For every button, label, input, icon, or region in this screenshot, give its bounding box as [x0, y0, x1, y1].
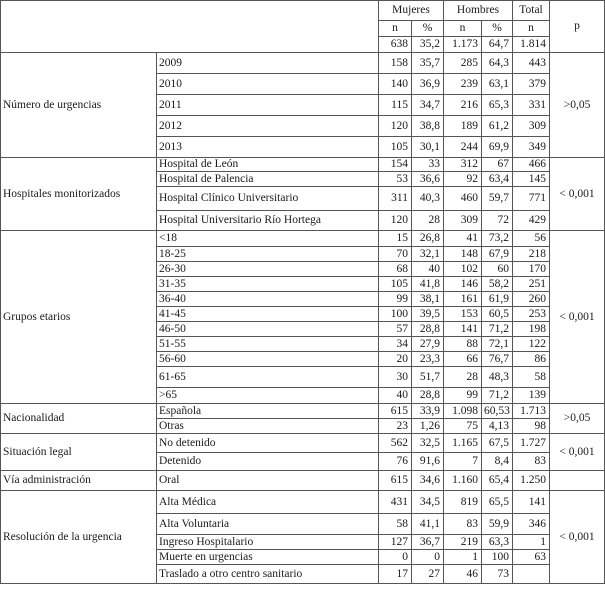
cell-n-hombres: 285	[444, 53, 482, 74]
cell-n-total: 429	[513, 211, 550, 231]
row-label: Hospital de León	[157, 158, 379, 172]
cell-n-hombres: 102	[444, 262, 482, 277]
group-label: Grupos etarios	[1, 231, 157, 404]
cell-pct-mujeres: 38,8	[412, 116, 444, 137]
cell-n-total: 251	[513, 277, 550, 292]
cell-pct-mujeres: 28,8	[412, 388, 444, 404]
cell-n-total: 260	[513, 292, 550, 307]
cell-pct-hombres: 59,7	[482, 187, 513, 211]
group-label: Número de urgencias	[1, 53, 157, 158]
table-row	[1, 231, 605, 247]
cell-n-mujeres: 562	[379, 434, 412, 453]
cell-n-total: 63	[513, 550, 550, 565]
cell-pct-mujeres: 34,7	[412, 95, 444, 116]
row-label: Española	[157, 404, 379, 419]
cell-n-mujeres: 120	[379, 211, 412, 231]
table-row	[1, 491, 605, 514]
row-label: Hospital Universitario Río Hortega	[157, 211, 379, 231]
cell-pct-hombres: 48,3	[482, 367, 513, 388]
row-label: Hospital Clínico Universitario	[157, 187, 379, 211]
cell-n-hombres: 460	[444, 187, 482, 211]
cell-pct-mujeres: 36,7	[412, 535, 444, 550]
cell-pct-mujeres: 41,1	[412, 514, 444, 535]
row-label: Otras	[157, 419, 379, 434]
group-label: Vía administración	[1, 471, 157, 491]
cell-n-total: 443	[513, 53, 550, 74]
cell-n-total: 1	[513, 535, 550, 550]
cell-pct-hombres: 63,4	[482, 172, 513, 187]
cell-pct-mujeres: 38,1	[412, 292, 444, 307]
cell-n-mujeres: 30	[379, 367, 412, 388]
cell-n-hombres: 819	[444, 491, 482, 514]
cell-n-total: 170	[513, 262, 550, 277]
cell-pct-hombres: 60,53	[482, 404, 513, 419]
table-header	[1, 1, 605, 53]
cell-pct-hombres: 4,13	[482, 419, 513, 434]
cell-pct-hombres: 60	[482, 262, 513, 277]
cell-pct-mujeres: 23,3	[412, 352, 444, 367]
cell-n-hombres: 189	[444, 116, 482, 137]
cell-pct-hombres: 67,5	[482, 434, 513, 453]
cell-n-hombres: 66	[444, 352, 482, 367]
cell-pct-hombres: 63,1	[482, 74, 513, 95]
header-pct-mujeres: %	[412, 21, 444, 37]
cell-pct-hombres: 65,3	[482, 95, 513, 116]
table-row	[1, 434, 605, 453]
cell-n-total: 1.727	[513, 434, 550, 453]
group-label: Nacionalidad	[1, 404, 157, 434]
cell-n-hombres: 46	[444, 565, 482, 584]
cell-pct-hombres: 73	[482, 565, 513, 584]
row-label: 18-25	[157, 247, 379, 262]
cell-pct-hombres: 72	[482, 211, 513, 231]
header-p: p	[550, 1, 605, 53]
cell-pct-hombres: 61,9	[482, 292, 513, 307]
row-label: 2009	[157, 53, 379, 74]
row-label: 51-55	[157, 337, 379, 352]
cell-n-mujeres: 158	[379, 53, 412, 74]
cell-pct-hombres: 100	[482, 550, 513, 565]
cell-pct-hombres: 67,9	[482, 247, 513, 262]
header-total: Total	[513, 1, 550, 21]
cell-n-hombres: 312	[444, 158, 482, 172]
row-label: No detenido	[157, 434, 379, 453]
row-label: Alta Médica	[157, 491, 379, 514]
table-row	[1, 471, 605, 491]
cell-pct-mujeres: 36,9	[412, 74, 444, 95]
header-n-hombres: n	[444, 21, 482, 37]
header-n-total: n	[513, 21, 550, 37]
cell-pct-mujeres: 39,5	[412, 307, 444, 322]
cell-pct-hombres: 69,9	[482, 137, 513, 158]
cell-n-hombres: 216	[444, 95, 482, 116]
cell-pct-mujeres: 32,5	[412, 434, 444, 453]
cell-n-total: 122	[513, 337, 550, 352]
cell-n-total: 141	[513, 491, 550, 514]
cell-n-total: 466	[513, 158, 550, 172]
cell-n-mujeres: 100	[379, 307, 412, 322]
cell-pct-hombres: 73,2	[482, 231, 513, 247]
cell-n-hombres: 1	[444, 550, 482, 565]
cell-n-hombres: 41	[444, 231, 482, 247]
row-label: Hospital de Palencia	[157, 172, 379, 187]
cell-n-mujeres: 34	[379, 337, 412, 352]
row-label: Ingreso Hospitalario	[157, 535, 379, 550]
cell-n-total: 198	[513, 322, 550, 337]
cell-n-mujeres: 15	[379, 231, 412, 247]
cell-n-mujeres: 615	[379, 404, 412, 419]
cell-pct-mujeres: 27	[412, 565, 444, 584]
row-label: <18	[157, 231, 379, 247]
row-label: 31-35	[157, 277, 379, 292]
cell-n-mujeres: 20	[379, 352, 412, 367]
total-pct-mujeres: 35,2	[412, 37, 444, 53]
cell-n-total: 83	[513, 453, 550, 471]
header-mujeres: Mujeres	[379, 1, 444, 21]
cell-n-total: 379	[513, 74, 550, 95]
cell-n-hombres: 141	[444, 322, 482, 337]
cell-n-mujeres: 99	[379, 292, 412, 307]
cell-n-total: 145	[513, 172, 550, 187]
p-value: < 0,001	[550, 434, 605, 471]
cell-n-hombres: 1.160	[444, 471, 482, 491]
cell-n-total: 253	[513, 307, 550, 322]
p-value: < 0,001	[550, 158, 605, 231]
cell-pct-hombres: 67	[482, 158, 513, 172]
row-label: 46-50	[157, 322, 379, 337]
cell-pct-mujeres: 40,3	[412, 187, 444, 211]
row-label: 61-65	[157, 367, 379, 388]
cell-pct-mujeres: 51,7	[412, 367, 444, 388]
cell-n-mujeres: 70	[379, 247, 412, 262]
cell-n-mujeres: 115	[379, 95, 412, 116]
table-row	[1, 53, 605, 74]
cell-pct-mujeres: 32,1	[412, 247, 444, 262]
cell-n-mujeres: 615	[379, 471, 412, 491]
cell-pct-hombres: 64,3	[482, 53, 513, 74]
cell-n-hombres: 7	[444, 453, 482, 471]
cell-pct-hombres: 76,7	[482, 352, 513, 367]
cell-n-hombres: 219	[444, 535, 482, 550]
cell-pct-mujeres: 30,1	[412, 137, 444, 158]
cell-n-mujeres: 17	[379, 565, 412, 584]
cell-pct-hombres: 61,2	[482, 116, 513, 137]
cell-n-total: 218	[513, 247, 550, 262]
cell-pct-hombres: 72,1	[482, 337, 513, 352]
header-pct-hombres: %	[482, 21, 513, 37]
p-value	[550, 471, 605, 491]
cell-n-mujeres: 120	[379, 116, 412, 137]
cell-pct-mujeres: 33	[412, 158, 444, 172]
cell-n-hombres: 75	[444, 419, 482, 434]
row-label: 36-40	[157, 292, 379, 307]
cell-n-hombres: 83	[444, 514, 482, 535]
cell-pct-hombres: 71,2	[482, 322, 513, 337]
row-label: >65	[157, 388, 379, 404]
p-value: >0,05	[550, 53, 605, 158]
cell-n-mujeres: 431	[379, 491, 412, 514]
cell-pct-mujeres: 27,9	[412, 337, 444, 352]
table-row	[1, 404, 605, 419]
cell-n-total: 331	[513, 95, 550, 116]
cell-n-mujeres: 53	[379, 172, 412, 187]
cell-n-total: 1.713	[513, 404, 550, 419]
total-n-total: 1.814	[513, 37, 550, 53]
cell-pct-mujeres: 1,26	[412, 419, 444, 434]
cell-n-total: 58	[513, 367, 550, 388]
cell-pct-mujeres: 91,6	[412, 453, 444, 471]
cell-pct-mujeres: 26,8	[412, 231, 444, 247]
p-value: < 0,001	[550, 491, 605, 584]
cell-n-mujeres: 40	[379, 388, 412, 404]
cell-n-total: 771	[513, 187, 550, 211]
row-label: 41-45	[157, 307, 379, 322]
cell-pct-mujeres: 28,8	[412, 322, 444, 337]
cell-n-hombres: 28	[444, 367, 482, 388]
p-value: < 0,001	[550, 231, 605, 404]
cell-n-mujeres: 58	[379, 514, 412, 535]
cell-pct-mujeres: 34,6	[412, 471, 444, 491]
cell-n-mujeres: 76	[379, 453, 412, 471]
table-row	[1, 158, 605, 172]
table-body	[1, 53, 605, 584]
header-n-mujeres: n	[379, 21, 412, 37]
cell-pct-hombres: 60,5	[482, 307, 513, 322]
cell-n-total: 139	[513, 388, 550, 404]
total-n-mujeres: 638	[379, 37, 412, 53]
cell-pct-hombres: 71,2	[482, 388, 513, 404]
row-label: Detenido	[157, 453, 379, 471]
cell-n-hombres: 309	[444, 211, 482, 231]
row-label: Oral	[157, 471, 379, 491]
cell-n-hombres: 148	[444, 247, 482, 262]
cell-n-hombres: 88	[444, 337, 482, 352]
cell-pct-mujeres: 35,7	[412, 53, 444, 74]
row-label: 2013	[157, 137, 379, 158]
cell-pct-hombres: 63,3	[482, 535, 513, 550]
cell-n-hombres: 146	[444, 277, 482, 292]
cell-n-mujeres: 154	[379, 158, 412, 172]
group-label: Resolución de la urgencia	[1, 491, 157, 584]
cell-n-total	[513, 565, 550, 584]
cell-n-hombres: 161	[444, 292, 482, 307]
cell-n-total: 346	[513, 514, 550, 535]
cell-n-hombres: 244	[444, 137, 482, 158]
cell-pct-mujeres: 28	[412, 211, 444, 231]
cell-n-total: 1.250	[513, 471, 550, 491]
cell-n-mujeres: 311	[379, 187, 412, 211]
cell-pct-mujeres: 34,5	[412, 491, 444, 514]
cell-n-total: 309	[513, 116, 550, 137]
row-label: Muerte en urgencias	[157, 550, 379, 565]
cell-n-mujeres: 140	[379, 74, 412, 95]
group-label: Hospitales monitorizados	[1, 158, 157, 231]
cell-pct-hombres: 65,5	[482, 491, 513, 514]
total-n-hombres: 1.173	[444, 37, 482, 53]
cell-n-mujeres: 127	[379, 535, 412, 550]
cell-pct-mujeres: 36,6	[412, 172, 444, 187]
cell-n-mujeres: 105	[379, 277, 412, 292]
row-label: 26-30	[157, 262, 379, 277]
cell-n-hombres: 1.165	[444, 434, 482, 453]
cell-n-mujeres: 57	[379, 322, 412, 337]
cell-n-mujeres: 0	[379, 550, 412, 565]
cell-n-hombres: 239	[444, 74, 482, 95]
row-label: 2010	[157, 74, 379, 95]
cell-n-mujeres: 68	[379, 262, 412, 277]
cell-n-total: 98	[513, 419, 550, 434]
row-label: Traslado a otro centro sanitario	[157, 565, 379, 584]
cell-n-mujeres: 23	[379, 419, 412, 434]
cell-pct-hombres: 65,4	[482, 471, 513, 491]
cell-n-total: 349	[513, 137, 550, 158]
cell-n-hombres: 99	[444, 388, 482, 404]
cell-n-total: 56	[513, 231, 550, 247]
cell-n-hombres: 1.098	[444, 404, 482, 419]
cell-pct-hombres: 59,9	[482, 514, 513, 535]
header-hombres: Hombres	[444, 1, 513, 21]
cell-pct-mujeres: 40	[412, 262, 444, 277]
cell-pct-hombres: 58,2	[482, 277, 513, 292]
row-label: 2011	[157, 95, 379, 116]
cell-pct-hombres: 8,4	[482, 453, 513, 471]
cell-n-total: 86	[513, 352, 550, 367]
p-value: >0,05	[550, 404, 605, 434]
cell-n-hombres: 92	[444, 172, 482, 187]
cell-n-mujeres: 105	[379, 137, 412, 158]
cell-pct-mujeres: 33,9	[412, 404, 444, 419]
row-label: 56-60	[157, 352, 379, 367]
cell-n-hombres: 153	[444, 307, 482, 322]
total-pct-hombres: 64,7	[482, 37, 513, 53]
cell-pct-mujeres: 41,8	[412, 277, 444, 292]
header-blank-cell	[1, 1, 379, 53]
row-label: 2012	[157, 116, 379, 137]
cell-pct-mujeres: 0	[412, 550, 444, 565]
row-label: Alta Voluntaria	[157, 514, 379, 535]
group-label: Situación legal	[1, 434, 157, 471]
